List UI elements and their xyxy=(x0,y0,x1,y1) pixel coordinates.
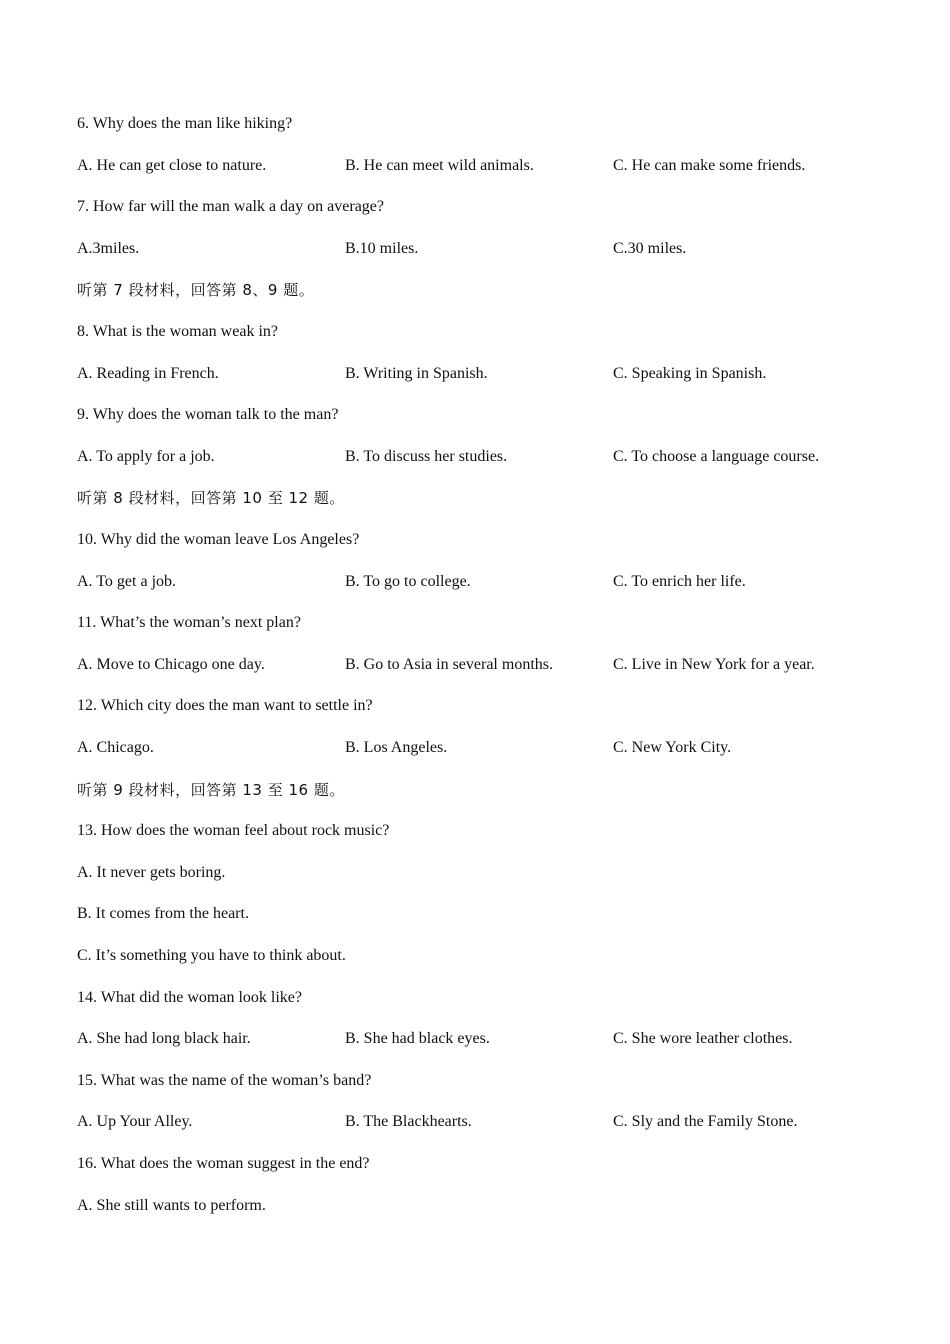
option-c: C. Sly and the Family Stone. xyxy=(613,1113,798,1130)
question-text: 15. What was the name of the woman’s band? xyxy=(77,1072,372,1089)
option-b: B. To go to college. xyxy=(345,573,471,590)
option-a: A. Chicago. xyxy=(77,739,154,756)
question-text: A. It never gets boring. xyxy=(77,864,226,881)
option-a: A. Reading in French. xyxy=(77,365,219,382)
option-c: C. New York City. xyxy=(613,739,732,756)
option-c: C. To enrich her life. xyxy=(613,573,746,590)
option-c: C.30 miles. xyxy=(613,240,687,257)
option-c: C. She wore leather clothes. xyxy=(613,1030,793,1047)
section-instruction: 听第 9 段材料，回答第 13 至 16 题。 xyxy=(77,781,345,799)
option-c: C. Speaking in Spanish. xyxy=(613,365,767,382)
option-c: C. To choose a language course. xyxy=(613,448,820,465)
question-text: B. It comes from the heart. xyxy=(77,905,249,922)
question-text: C. It’s something you have to think about. xyxy=(77,947,346,964)
question-text: 6. Why does the man like hiking? xyxy=(77,115,293,132)
option-b: B. Writing in Spanish. xyxy=(345,365,488,382)
option-b: B.10 miles. xyxy=(345,240,419,257)
question-text: 10. Why did the woman leave Los Angeles? xyxy=(77,531,360,548)
option-a: A.3miles. xyxy=(77,240,140,257)
section-instruction: 听第 8 段材料，回答第 10 至 12 题。 xyxy=(77,489,345,507)
option-a: A. She had long black hair. xyxy=(77,1030,251,1047)
question-text: A. She still wants to perform. xyxy=(77,1197,266,1214)
question-text: 13. How does the woman feel about rock music? xyxy=(77,822,390,839)
section-instruction: 听第 7 段材料，回答第 8、9 题。 xyxy=(77,281,315,299)
question-text: 12. Which city does the man want to settle in? xyxy=(77,697,373,714)
option-a: A. Up Your Alley. xyxy=(77,1113,193,1130)
question-text: 9. Why does the woman talk to the man? xyxy=(77,406,339,423)
option-b: B. She had black eyes. xyxy=(345,1030,490,1047)
option-a: A. He can get close to nature. xyxy=(77,157,267,174)
option-b: B. Go to Asia in several months. xyxy=(345,656,553,673)
option-c: C. Live in New York for a year. xyxy=(613,656,815,673)
option-b: B. To discuss her studies. xyxy=(345,448,508,465)
option-b: B. He can meet wild animals. xyxy=(345,157,534,174)
question-text: 11. What’s the woman’s next plan? xyxy=(77,614,301,631)
question-text: 7. How far will the man walk a day on average? xyxy=(77,198,384,215)
question-text: 16. What does the woman suggest in the end? xyxy=(77,1155,370,1172)
option-b: B. Los Angeles. xyxy=(345,739,448,756)
question-text: 8. What is the woman weak in? xyxy=(77,323,278,340)
option-c: C. He can make some friends. xyxy=(613,157,806,174)
option-a: A. To apply for a job. xyxy=(77,448,215,465)
option-a: A. To get a job. xyxy=(77,573,177,590)
option-a: A. Move to Chicago one day. xyxy=(77,656,265,673)
question-text: 14. What did the woman look like? xyxy=(77,989,302,1006)
option-b: B. The Blackhearts. xyxy=(345,1113,472,1130)
